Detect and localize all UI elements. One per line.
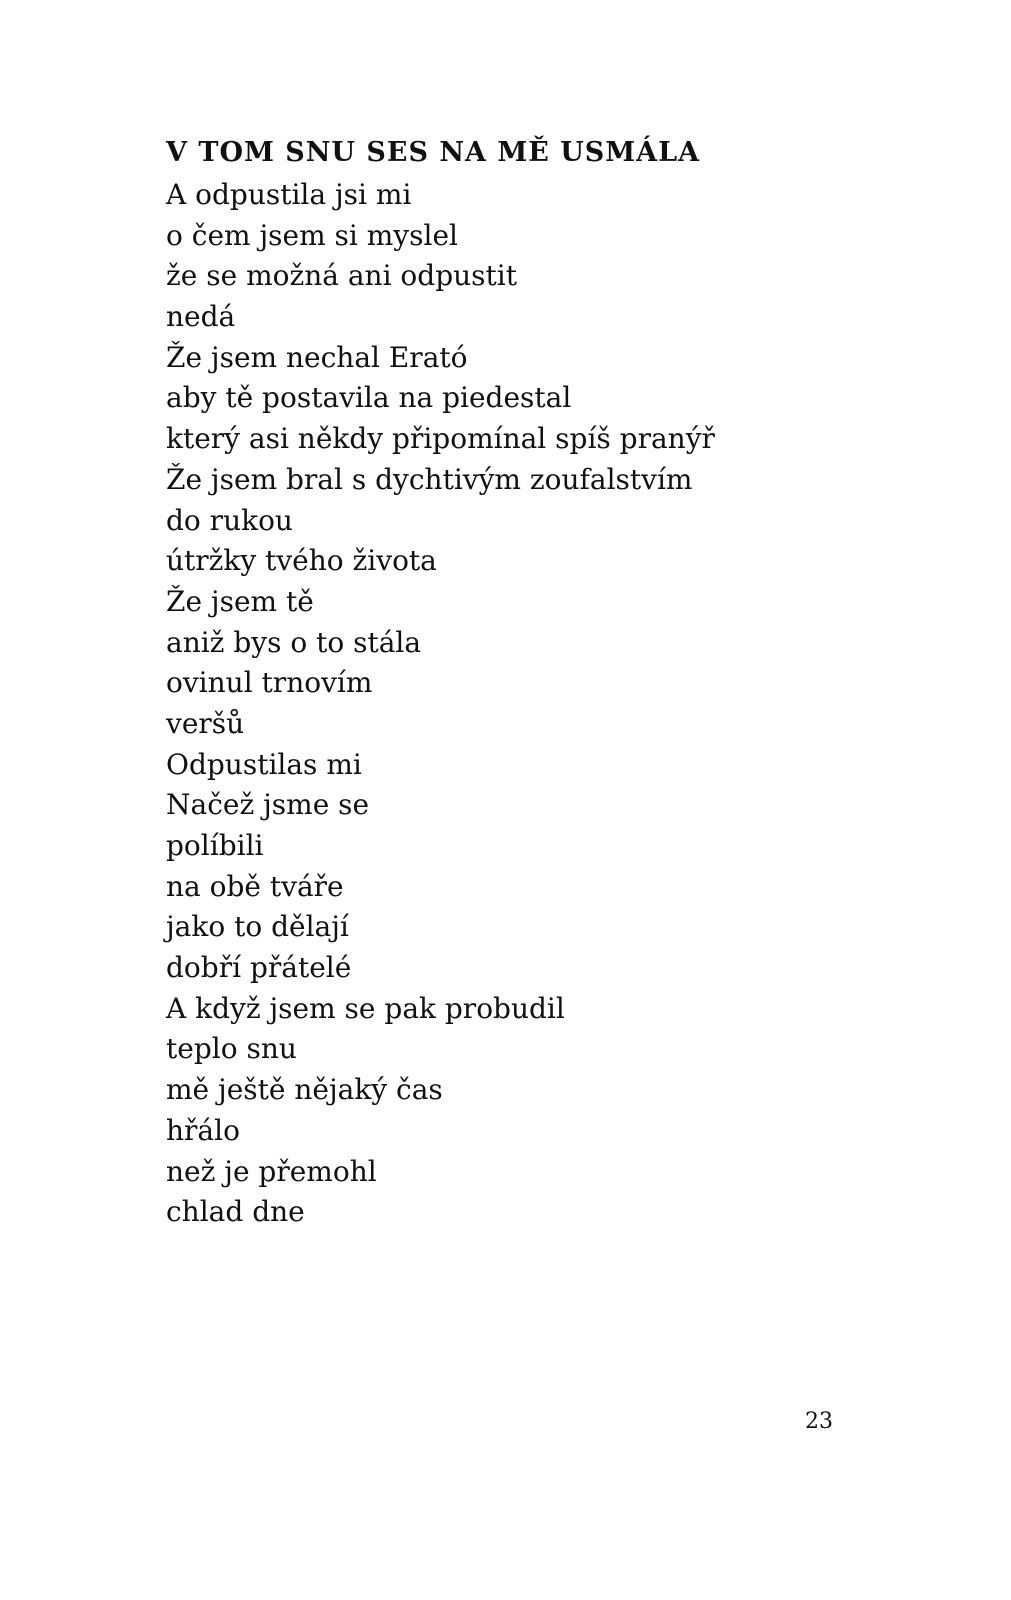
poem-line: na obě tváře bbox=[166, 869, 344, 903]
poem-line: do rukou bbox=[166, 503, 293, 537]
poem-line: Že jsem tě bbox=[166, 584, 314, 618]
poem-line: nedá bbox=[166, 300, 236, 334]
poem-title: V TOM SNU SES NA MĚ USMÁLA bbox=[166, 137, 701, 168]
page-number: 23 bbox=[805, 1409, 833, 1434]
poem-line: o čem jsem si myslel bbox=[166, 218, 458, 252]
poem-line: aby tě postavila na piedestal bbox=[166, 381, 572, 415]
poem-line: A když jsem se pak probudil bbox=[166, 991, 565, 1025]
poem-line: mě ještě nějaký čas bbox=[166, 1073, 443, 1107]
poem-line: než je přemohl bbox=[166, 1154, 377, 1188]
poem-line: že se možná ani odpustit bbox=[166, 259, 517, 293]
poem-line: Že jsem nechal Erató bbox=[166, 340, 468, 374]
poem-lines bbox=[166, 175, 886, 1233]
poem-line: veršů bbox=[166, 706, 245, 740]
poem-line: který asi někdy připomínal spíš pranýř bbox=[166, 422, 715, 456]
poem-line: hřálo bbox=[166, 1113, 240, 1147]
poem-line: políbili bbox=[166, 829, 264, 862]
poem-line: Odpustilas mi bbox=[166, 747, 362, 781]
poem-line: chlad dne bbox=[166, 1195, 305, 1229]
poem-line: jako to dělají bbox=[166, 910, 349, 944]
poem-line: Načež jsme se bbox=[166, 788, 370, 822]
poem-line: dobří přátelé bbox=[166, 951, 352, 985]
poem-line: teplo snu bbox=[166, 1032, 297, 1066]
poem-line: aniž bys o to stála bbox=[166, 625, 422, 659]
poem bbox=[166, 135, 886, 1233]
poem-line: útržky tvého života bbox=[166, 544, 437, 578]
poem-line: ovinul trnovím bbox=[166, 666, 373, 700]
poem-line: A odpustila jsi mi bbox=[166, 178, 412, 211]
poem-line: Že jsem bral s dychtivým zoufalstvím bbox=[166, 462, 693, 496]
